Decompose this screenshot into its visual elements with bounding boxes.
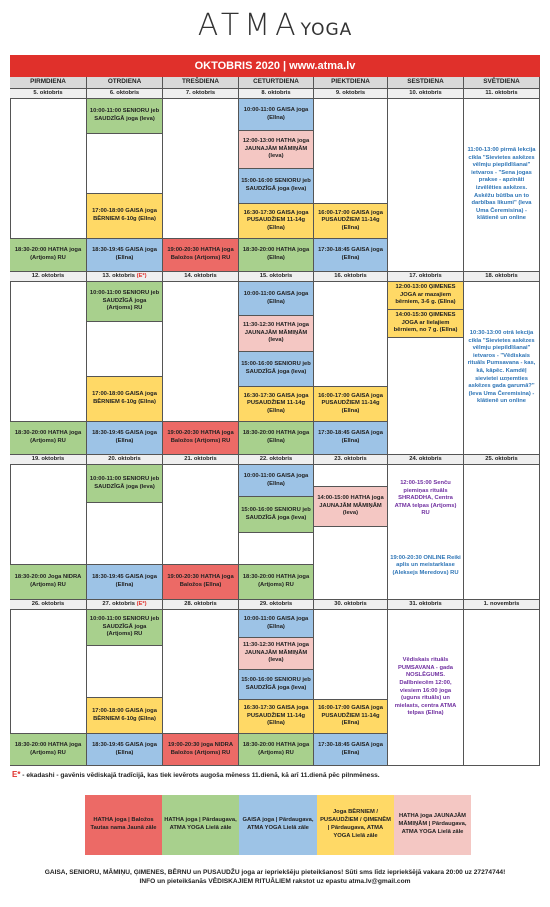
event-cell: 18:30-19:45 GAISA joga (Ellna) — [87, 239, 163, 272]
date-cell: 11. oktobris — [464, 89, 540, 99]
date-cell: 28. oktobris — [163, 600, 239, 610]
date-cell: 5. oktobris — [10, 89, 87, 99]
event-cell: 10:00-11:00 SENIORU jeb SAUDZĪGĀ joga (Ieva) — [87, 99, 163, 134]
legend-gaisa: GAISA joga | Pārdaugava, ATMA YOGA Lielā zāle — [239, 795, 317, 855]
event-cell: 18:30-20:00 HATHA joga (Artjoms) RU — [10, 734, 87, 766]
empty-cell — [163, 282, 239, 422]
empty-cell — [464, 465, 540, 600]
event-cell: 18:30-19:45 GAISA joga (Ellna) — [87, 565, 163, 600]
legend-balozi: HATHA joga | Baložos Tautas nama Jaunā zāle — [85, 795, 162, 855]
date-cell: 19. oktobris — [10, 455, 87, 465]
event-cell: 17:30-18:45 GAISA joga (Ellna) — [314, 734, 388, 766]
date-cell: 26. oktobris — [10, 600, 87, 610]
empty-cell — [163, 99, 239, 239]
event-cell: 17:00-18:00 GAISA joga BĒRNIEM 6-10g (Ellna) — [87, 698, 163, 734]
date-cell: 29. oktobris — [239, 600, 314, 610]
date-cell: 1. novembris — [464, 600, 540, 610]
logo-suffix: YOGA — [300, 20, 353, 40]
note-text: - ekadashi - gavēnis vēdiskajā tradīcijā, kas tiek ievērots augoša mēness 11.dienā, kā arī 11.dienā pēc pilnmēness. — [20, 772, 380, 779]
event-cell: 16:00-17:00 GAISA joga PUSAUDŽIEM 11-14g (Ellna) — [314, 387, 388, 422]
empty-cell — [388, 99, 464, 272]
footer-line-1: GAISA, SENIORU, MĀMIŅU, ĢIMENES, BĒRNU un PUSAUDŽU joga ar iepriekšēju pieteikšanos! Sūti sms līdz iepriekšējā vakara 20:00 uz 27274744! — [44, 869, 506, 876]
date-cell: 22. oktobris — [239, 455, 314, 465]
event-cell: 11:30-12:30 HATHA joga JAUNAJĀM MĀMIŅĀM (Ieva) — [239, 316, 314, 352]
event-cell: 16:00-17:00 GAISA joga PUSAUDŽIEM 11-14g (Ellna) — [314, 204, 388, 239]
event-cell: 10:00-11:00 SENIORU jeb SAUDZĪGĀ joga (Artjoms) RU — [87, 610, 163, 646]
legend-hatha: HATHA joga | Pārdaugava, ATMA YOGA Lielā zāle — [162, 795, 239, 855]
date-cell: 25. oktobris — [464, 455, 540, 465]
day-header-sun: SVĒTDIENA — [464, 77, 540, 89]
event-cell: 15:00-16:00 SENIORU jeb SAUDZĪGĀ joga (Ieva) — [239, 352, 314, 387]
day-header-fri: PIEKTDIENA — [314, 77, 388, 89]
empty-cell — [314, 527, 388, 600]
event-cell: 18:30-20:00 HATHA joga (Ellna) — [239, 239, 314, 272]
legend-kids: Joga BĒRNIEM / PUSAUDŽIEM / ĢIMENĒM | Pārdaugava, ATMA YOGA Lielā zāle — [317, 795, 394, 855]
ekadashi-mark: (E*) — [136, 272, 147, 279]
event-cell: 18:30-20:00 HATHA joga (Artjoms) RU — [239, 734, 314, 766]
date-cell: 21. oktobris — [163, 455, 239, 465]
date-cell: 31. oktobris — [388, 600, 464, 610]
day-header-thu: CETURTDIENA — [239, 77, 314, 89]
empty-cell — [163, 610, 239, 734]
ekadashi-note — [12, 770, 542, 779]
empty-cell — [239, 533, 314, 565]
event-cell: 18:30-20:00 HATHA joga (Ellna) — [239, 422, 314, 455]
date-cell: 6. oktobris — [87, 89, 163, 99]
empty-cell — [10, 610, 87, 734]
event-cell: 16:30-17:30 GAISA joga PUSAUDŽIEM 11-14g (Ellna) — [239, 204, 314, 239]
calendar-title: OKTOBRIS 2020 | www.atma.lv — [10, 55, 540, 77]
footer-line-2: INFO un pieteikšanās VĒDISKAJIEM RITUĀLIEM rakstot uz epastu atma.lv@gmail.com — [139, 878, 411, 886]
event-cell: 17:00-18:00 GAISA joga BĒRNIEM 6-10g (Ellna) — [87, 377, 163, 422]
empty-cell — [87, 646, 163, 698]
event-cell: 14:00-15:00 HATHA joga JAUNAJĀM MĀMIŅĀM (Ieva) — [314, 487, 388, 527]
event-cell: 15:00-16:00 SENIORU jeb SAUDZĪGĀ joga (Ieva) — [239, 670, 314, 700]
empty-cell — [314, 282, 388, 387]
date-cell: 30. oktobris — [314, 600, 388, 610]
ritual-cell: 12:00-15:00 Senču piemiņas rituāls SHRADDHA, Centra ATMA telpas (Artjoms) RU — [388, 465, 464, 533]
date-cell: 15. oktobris — [239, 272, 314, 282]
event-cell: 10:00-11:00 GAISA joga (Ellna) — [239, 465, 314, 497]
event-cell: 10:00-11:00 SENIORU jeb SAUDZĪGĀ joga (Artjoms) RU — [87, 282, 163, 322]
event-cell: 18:30-20:00 HATHA joga (Artjoms) RU — [239, 565, 314, 600]
event-cell: 19:00-20:30 joga NIDRA Baložos (Artjoms) RU — [163, 734, 239, 766]
calendar-grid — [10, 77, 540, 766]
date-cell — [87, 272, 163, 282]
event-cell: 17:30-18:45 GAISA joga (Ellna) — [314, 239, 388, 272]
empty-cell — [87, 322, 163, 377]
event-cell: 18:30-20:00 Joga NIDRA (Artjoms) RU — [10, 565, 87, 600]
event-cell: 18:30-20:00 HATHA joga (Artjoms) RU — [10, 239, 87, 272]
event-cell: 16:30-17:30 GAISA joga PUSAUDŽIEM 11-14g (Ellna) — [239, 700, 314, 734]
empty-cell — [388, 338, 464, 455]
date-cell: 12. oktobris — [10, 272, 87, 282]
empty-cell — [10, 99, 87, 239]
event-cell: 14:00-15:30 ĢIMENES JOGA ar lielajiem bērniem, no 7 g. (Ellna) — [388, 310, 464, 338]
event-cell: 18:30-20:00 HATHA joga (Artjoms) RU — [10, 422, 87, 455]
empty-cell — [87, 134, 163, 194]
event-cell: 10:00-11:00 SENIORU jeb SAUDZĪGĀ joga (Ieva) — [87, 465, 163, 503]
date-cell: 9. oktobris — [314, 89, 388, 99]
empty-cell — [10, 465, 87, 565]
event-cell: 10:00-11:00 GAISA joga (Ellna) — [239, 282, 314, 316]
date-cell: 10. oktobris — [388, 89, 464, 99]
logo-brand: ATMA — [197, 8, 301, 43]
ekadashi-mark: (E*) — [136, 600, 147, 607]
event-cell: 17:00-18:00 GAISA joga BĒRNIEM 6-10g (Ellna) — [87, 194, 163, 239]
event-cell: 18:30-19:45 GAISA joga (Ellna) — [87, 734, 163, 766]
ritual-cell: Vēdiskais rituāls PUMSAVANA - gada NOSLĒGUMS. Dalībniecēm 12:00, viesiem 16:00 joga (uguns rituāls) un mielasts, centra ATMA telpas (Ellna) — [388, 610, 464, 766]
event-cell: 12:00-13:00 ĢIMENES JOGA ar mazajiem bērniem, 3-6 g. (Ellna) — [388, 282, 464, 310]
lecture-cell: 11:00-13:00 pirmā lekcija cikla "Sievietes askēzes vēlmju piepildīšanai" ietvaros - "Sena jogas prakse - apzināti izvēlēties askēzes. Askēžu būtība un to darbības likumi" (Ieva Uma Čeremisina) - klātienē un online — [464, 99, 540, 272]
empty-cell — [163, 465, 239, 565]
empty-cell — [87, 503, 163, 565]
date-cell: 14. oktobris — [163, 272, 239, 282]
event-cell: 10:00-11:00 GAISA joga (Ellna) — [239, 610, 314, 638]
date-cell — [87, 600, 163, 610]
day-header-sat: SESTDIENA — [388, 77, 464, 89]
date-cell: 16. oktobris — [314, 272, 388, 282]
event-cell: 16:30-17:30 GAISA joga PUSAUDŽIEM 11-14g (Ellna) — [239, 387, 314, 422]
date-cell: 20. oktobris — [87, 455, 163, 465]
note-mark: E* — [12, 770, 21, 779]
empty-cell — [314, 610, 388, 700]
event-cell: 10:00-11:00 GAISA joga (Ellna) — [239, 99, 314, 131]
logo — [0, 8, 550, 48]
event-cell: 16:00-17:00 GAISA joga PUSAUDŽIEM 11-14g (Ellna) — [314, 700, 388, 734]
event-cell: 12:00-13:00 HATHA joga JAUNAJĀM MĀMIŅĀM (Ieva) — [239, 131, 314, 169]
empty-cell — [10, 282, 87, 422]
footer — [0, 868, 550, 886]
date-cell: 18. oktobris — [464, 272, 540, 282]
date-label: 27. oktobris — [102, 600, 135, 607]
day-header-mon: PIRMDIENA — [10, 77, 87, 89]
day-header-tue: OTRDIENA — [87, 77, 163, 89]
event-cell: 19:00-20:30 HATHA joga Baložos (Ellna) — [163, 565, 239, 600]
event-cell: 17:30-18:45 GAISA joga (Ellna) — [314, 422, 388, 455]
date-label: 13. oktobris — [102, 272, 135, 279]
empty-cell — [314, 99, 388, 204]
event-cell: 15:00-16:00 SENIORU jeb SAUDZĪGĀ joga (Ieva) — [239, 169, 314, 204]
legend-moms: HATHA joga JAUNAJĀM MĀMIŅĀM | Pārdaugava, ATMA YOGA Lielā zāle — [394, 795, 471, 855]
lecture-cell: 10:30-13:00 otrā lekcija cikla "Sievietes askēzes vēlmju piepildīšanai" ietvaros - "Vēdiskais rituāls Pumsavana - kas, kā, kāpēc. Kamdēļ sievietei uzņemties askēzes gada garumā?" (Ieva Uma Čeremisina) - klātienē un online — [464, 282, 540, 455]
event-cell: 19:00-20:30 HATHA joga Baložos (Artjoms) RU — [163, 422, 239, 455]
empty-cell — [464, 610, 540, 766]
event-cell: 19:00-20:30 HATHA joga Baložos (Artjoms) RU — [163, 239, 239, 272]
date-cell: 23. oktobris — [314, 455, 388, 465]
date-cell: 7. oktobris — [163, 89, 239, 99]
day-header-wed: TREŠDIENA — [163, 77, 239, 89]
date-cell: 8. oktobris — [239, 89, 314, 99]
date-cell: 17. oktobris — [388, 272, 464, 282]
event-cell: 18:30-19:45 GAISA joga (Ellna) — [87, 422, 163, 455]
event-cell: 15:00-16:00 SENIORU jeb SAUDZĪGĀ joga (Ieva) — [239, 497, 314, 533]
date-cell: 24. oktobris — [388, 455, 464, 465]
event-cell: 11:30-12:30 HATHA joga JAUNAJĀM MĀMIŅĀM (Ieva) — [239, 638, 314, 670]
ritual-cell: 19:00-20:30 ONLINE Reiki aplis un meistarklase (Aleksejs Meredovs) RU — [388, 533, 464, 600]
empty-cell — [314, 465, 388, 487]
